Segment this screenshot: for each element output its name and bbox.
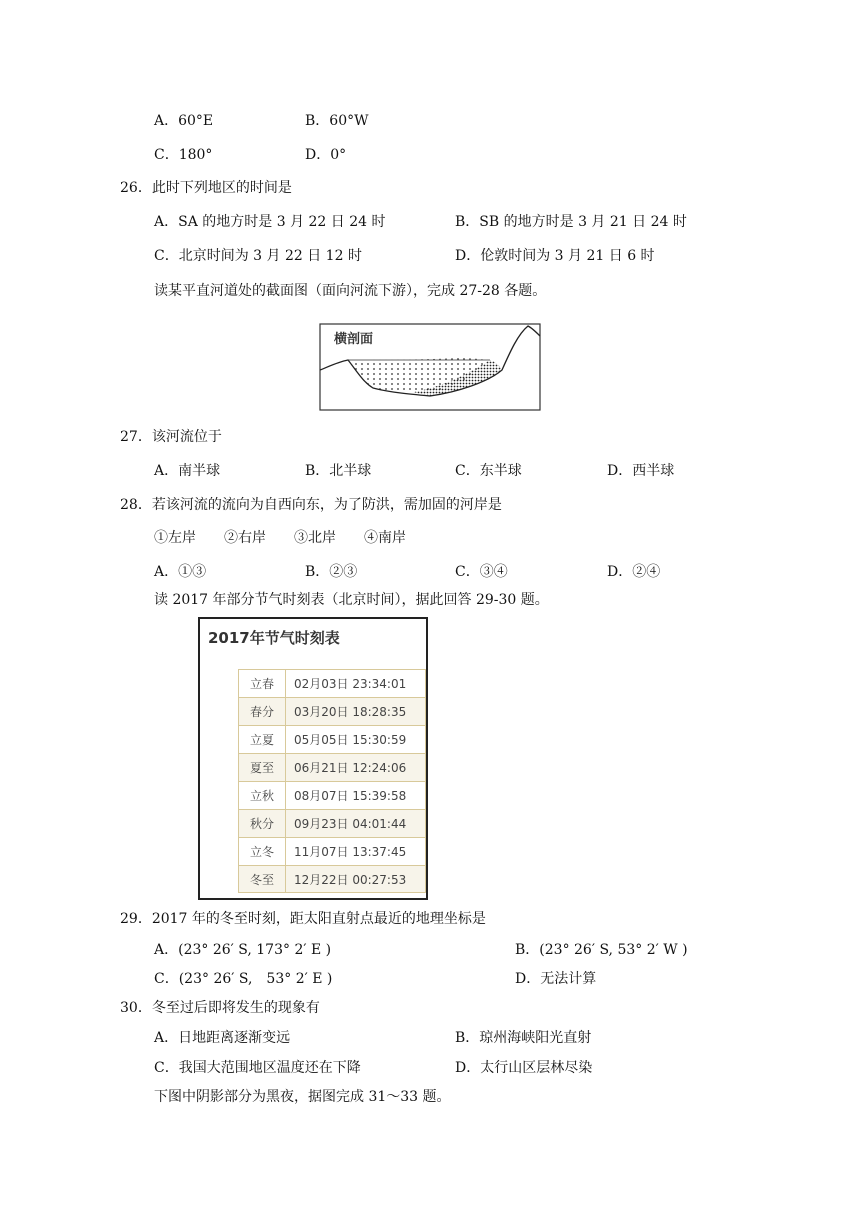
solar-term-name: 春分 [238,698,286,725]
solar-term-name: 立秋 [238,782,286,809]
solar-term-name: 冬至 [238,866,286,892]
figure-label: 横剖面 [334,332,374,347]
solar-term-time: 05月05日 15:30:59 [286,726,426,753]
q30-option-b: B．琼州海峡阳光直射 [455,1030,592,1046]
solar-term-time: 09月23日 04:01:44 [286,810,426,837]
q29-option-a: A．(23° 26′ S, 173° 2′ E ) [154,942,332,958]
solar-term-name: 秋分 [238,810,286,837]
table-row [238,753,426,781]
solar-term-time: 12月22日 00:27:53 [286,866,426,892]
q28-option-b: B．②③ [305,564,358,580]
solar-term-name: 立春 [238,670,286,697]
solar-term-time: 02月03日 23:34:01 [286,670,426,697]
q26-stem: 26．此时下列地区的时间是 [120,180,292,196]
q25-option-a: A．60°E [154,113,214,129]
solar-term-name: 立冬 [238,838,286,865]
solar-term-name: 夏至 [238,754,286,781]
solar-term-time: 03月20日 18:28:35 [286,698,426,725]
table-row [238,697,426,725]
q26-option-c: C．北京时间为 3 月 22 日 12 时 [154,248,362,264]
q27-stem: 27．该河流位于 [120,429,222,445]
solar-term-name: 立夏 [238,726,286,753]
q26-option-a: A．SA 的地方时是 3 月 22 日 24 时 [154,214,386,230]
q26-option-b: B．SB 的地方时是 3 月 21 日 24 时 [455,214,687,230]
q28-stem: 28．若该河流的流向为自西向东，为了防洪，需加固的河岸是 [120,497,502,513]
solar-term-time: 06月21日 12:24:06 [286,754,426,781]
q29-stem: 29．2017 年的冬至时刻，距太阳直射点最近的地理坐标是 [120,911,486,927]
river-cross-section-figure [318,322,542,412]
table-body [238,669,426,893]
q28-option-c: C．③④ [455,564,508,580]
q25-option-b: B．60°W [305,113,369,129]
q27-option-b: B．北半球 [305,463,372,479]
q28-option-a: A．①③ [154,564,207,580]
solar-terms-table [198,617,428,900]
table-title: 2017年节气时刻表 [208,629,340,647]
q28-items: ①左岸 ②右岸 ③北岸 ④南岸 [154,530,406,546]
q27-option-c: C．东半球 [455,463,522,479]
q27-option-d: D．西半球 [607,463,675,479]
q25-option-d: D．0° [305,147,347,163]
q29-option-c: C．(23° 26′ S, 53° 2′ E ) [154,971,333,987]
q29-option-b: B．(23° 26′ S, 53° 2′ W ) [515,942,688,958]
table-row [238,865,426,893]
q27-option-a: A．南半球 [154,463,221,479]
q30-stem: 30．冬至过后即将发生的现象有 [120,1000,320,1016]
intro-31-33: 下图中阴影部分为黑夜，据图完成 31～33 题。 [154,1089,451,1105]
q29-option-d: D．无法计算 [515,971,597,987]
q28-option-d: D．②④ [607,564,661,580]
solar-term-time: 11月07日 13:37:45 [286,838,426,865]
q30-option-c: C．我国大范围地区温度还在下降 [154,1060,361,1076]
solar-term-time: 08月07日 15:39:58 [286,782,426,809]
table-row [238,809,426,837]
intro-27-28: 读某平直河道处的截面图（面向河流下游），完成 27-28 各题。 [154,283,547,299]
q30-option-a: A．日地距离逐渐变远 [154,1030,291,1046]
table-row [238,725,426,753]
table-row [238,837,426,865]
table-row [238,669,426,697]
q25-option-c: C．180° [154,147,213,163]
q30-option-d: D．太行山区层林尽染 [455,1060,593,1076]
intro-29-30: 读 2017 年部分节气时刻表（北京时间），据此回答 29-30 题。 [154,592,549,608]
table-row [238,781,426,809]
q26-option-d: D．伦敦时间为 3 月 21 日 6 时 [455,248,655,264]
